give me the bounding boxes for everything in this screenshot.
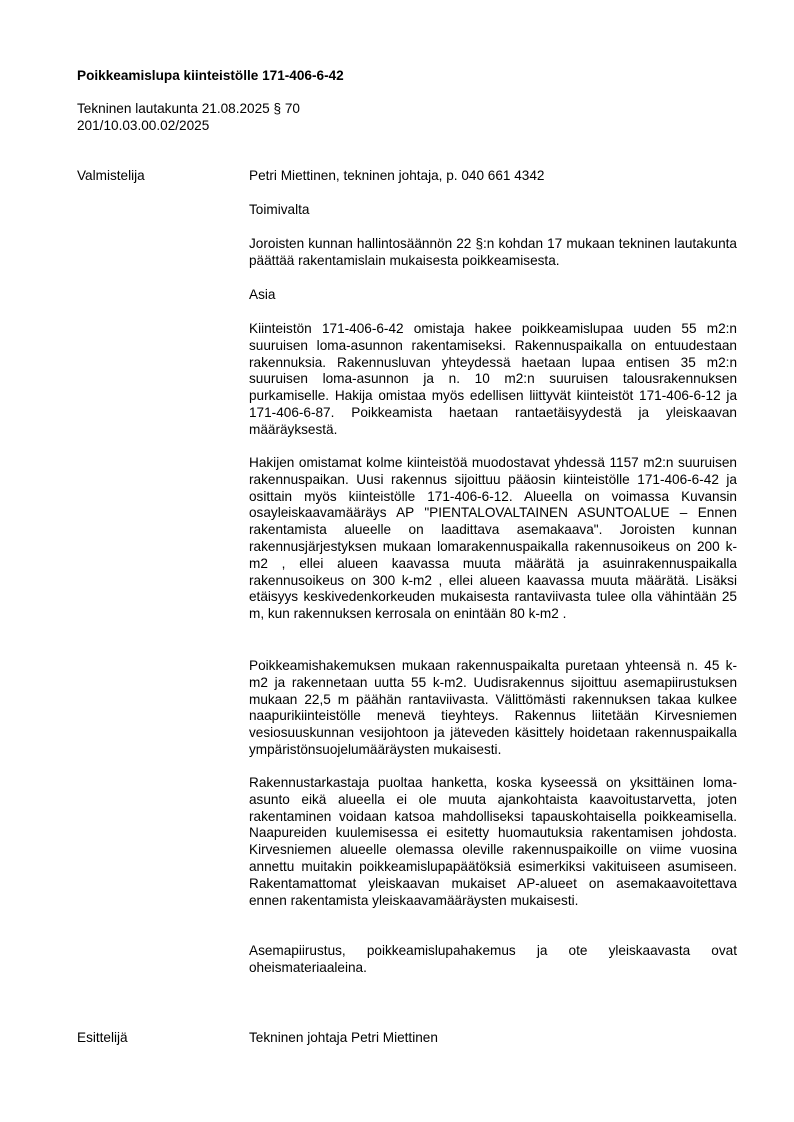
paragraph: Poikkeamishakemuksen mukaan rakennuspaikalta puretaan yhteensä n. 45 k-m2 ja rakennetaan uutta 55 k-m2. Uudisrakennus sijoittuu asemapiirustuksen mukaan 22,5 m päähän rantaviivasta. Välittömästi rakennuksen takaa kulkee naapurikiinteistölle menevä tieyhteys. Rakennus liitetään Kirvesniemen vesiosuuskunnan vesijohtoon ja jäteveden käsittely hoidetaan rakennuspaikalla ympäristönsuojelumääräysten mukaisesti. bbox=[249, 658, 737, 757]
presenter-section bbox=[249, 1030, 737, 1047]
paragraph: Rakennustarkastaja puoltaa hanketta, koska kyseessä on yksittäinen loma-asunto eikä alueella ei ole muuta ajankohtaista kaavoitustarvetta, joten rakentaminen voidaan katsoa mahdolliseksi tapauskohtaisella poikkeamisella. Naapureiden kuulemisessa ei esitetty huomautuksia rakentamisen johdosta. Kirvesniemen alueelle olemassa oleville rakennuspaikoille on viime vuosina annettu muitakin poikkeamislupapäätöksiä esimerkiksi vakituiseen asumiseen. Rakentamattomat yleiskaavan mukaiset AP-alueet on asemakaavoitettava ennen rakentamista yleiskaavamääräysten mukaisesti. bbox=[249, 775, 737, 908]
matter-heading: Asia bbox=[249, 287, 276, 302]
matter-section bbox=[249, 287, 737, 304]
authority-text-block bbox=[249, 236, 737, 270]
meeting-reference: Tekninen lautakunta 21.08.2025 § 70 bbox=[77, 101, 300, 116]
document-title: Poikkeamislupa kiinteistölle 171-406-6-42 bbox=[77, 68, 344, 83]
record-id: 201/10.03.00.02/2025 bbox=[77, 117, 210, 133]
paragraph-1-block bbox=[249, 321, 737, 439]
authority-heading: Toimivalta bbox=[249, 202, 310, 217]
paragraph: Asemapiirustus, poikkeamislupahakemus ja ote yleiskaavasta ovat oheismateriaaleina. bbox=[249, 943, 737, 975]
presenter-label: Esittelijä bbox=[77, 1030, 128, 1045]
meeting-meta bbox=[77, 101, 300, 135]
preparer-value: Petri Miettinen, tekninen johtaja, p. 040 661 4342 bbox=[249, 168, 545, 183]
paragraph: Kiinteistön 171-406-6-42 omistaja hakee poikkeamislupaa uuden 55 m2:n suuruisen loma-asunnon rakentamiseksi. Rakennuspaikalla on entuudestaan rakennuksia. Rakennusluvan yhteydessä haetaan lupaa entisen 35 m2:n suuruisen loma-asunnon ja n. 10 m2:n suuruisen talousrakennuksen purkamiselle. Hakija omistaa myös edellisen liittyvät kiinteistöt 171-406-6-12 ja 171-406-6-87. Poikkeamista haetaan rantaetäisyydestä ja yleiskaavan määräyksestä. bbox=[249, 321, 737, 437]
preparer-label: Valmistelija bbox=[77, 168, 145, 183]
paragraph-3-block bbox=[249, 658, 737, 759]
paragraph-4-block bbox=[249, 775, 737, 909]
main-column bbox=[249, 168, 737, 185]
authority-text: Joroisten kunnan hallintosäännön 22 §:n kohdan 17 mukaan tekninen lautakunta päättää rakentamislain mukaisesta poikkeamisesta. bbox=[249, 236, 737, 268]
paragraph: Hakijen omistamat kolme kiinteistöä muodostavat yhdessä 1157 m2:n suuruisen rakennuspaikan. Uusi rakennus sijoittuu pääosin kiinteistölle 171-406-6-42 ja osittain myös kiinteistölle 171-406-6-12. Alueella on voimassa Kuvansin osayleiskaavamääräys AP "PIENTALOVALTAINEN ASUNTOALUE – Ennen rakentamista alueelle on laadittava asemakaava". Joroisten kunnan rakennusjärjestyksen mukaan lomarakennuspaikalla rakennusoikeus on 200 k-m2 , ellei alueen kaavassa muuta määrätä ja asuinrakennuspaikalla rakennusoikeus on 300 k-m2 , ellei alueen kaavassa muuta määrätä. Lisäksi etäisyys keskivedenkorkeuden mukaisesta rantaviivasta tulee olla vähintään 25 m, kun rakennuksen kerrosala on enintään 80 k-m2 . bbox=[249, 455, 737, 622]
paragraph-5-block bbox=[249, 943, 737, 977]
presenter-value: Tekninen johtaja Petri Miettinen bbox=[249, 1030, 438, 1045]
authority-section bbox=[249, 202, 737, 219]
paragraph-2-block bbox=[249, 455, 737, 623]
